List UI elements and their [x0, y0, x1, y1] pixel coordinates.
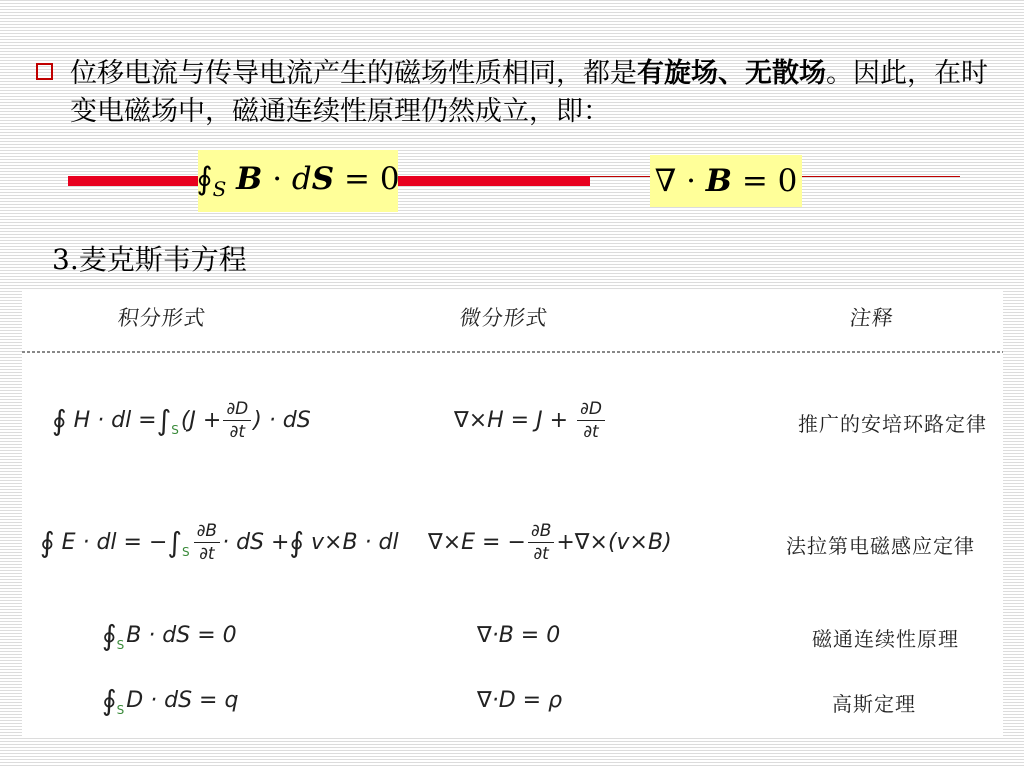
intro-paragraph [36, 55, 1011, 131]
row2-integral: ∮ E · dl = − ∫ S $\frac{\partial B}{\partial t}$ · dS + ∮ v×B · dl [40, 520, 399, 564]
header-differential-form: 微分形式 [458, 307, 550, 330]
intro-bold-text: 有旋场、无散场 [637, 58, 826, 89]
row1-differential: ∇×H = J + $\frac{\partial D}{\partial t}$ [454, 390, 607, 450]
header-integral-form: 积分形式 [116, 307, 208, 330]
row2-note: 法拉第电磁感应定律 [786, 536, 975, 558]
row1-integral: ∮ H · dl = ∫ S (J + $\frac{\partial D}{\partial t}$ ) · dS [52, 398, 311, 442]
section-title: 3.麦克斯韦方程 [52, 243, 247, 276]
row4-note: 高斯定理 [832, 694, 916, 716]
integral-flux-equation-render: $∮_S$ B · dS = 0 [196, 160, 400, 202]
divergence-equation-render: ∇ · B = 0 [654, 163, 798, 199]
header-separator [22, 351, 1003, 353]
intro-text-1: 位移电流与传导电流产生的磁场性质相同，都是 [70, 58, 637, 89]
row3-integral: ∮ S B · dS = 0 [102, 618, 237, 652]
header-notes: 注释 [848, 307, 896, 330]
row2-differential: ∇×E = − $\frac{\partial B}{\partial t}$ +∇×(v×B) [428, 520, 672, 564]
square-bullet-icon [36, 63, 53, 80]
row1-note: 推广的安培环路定律 [798, 414, 987, 436]
decor-red-bar-left [68, 176, 198, 186]
divergence-equation [650, 155, 802, 207]
row4-differential: ∇·D = ρ [477, 687, 563, 713]
decor-red-bar-mid [398, 176, 590, 186]
integral-flux-equation [198, 150, 398, 212]
row4-integral: ∮ S D · dS = q [102, 683, 239, 717]
row3-differential: ∇·B = 0 [477, 622, 561, 648]
row3-note: 磁通连续性原理 [812, 629, 959, 651]
maxwell-equations-table [22, 290, 1003, 738]
intro-text-2: 。因此，在时变电磁场中，磁通连续性原理仍然成立，即： [70, 58, 988, 127]
